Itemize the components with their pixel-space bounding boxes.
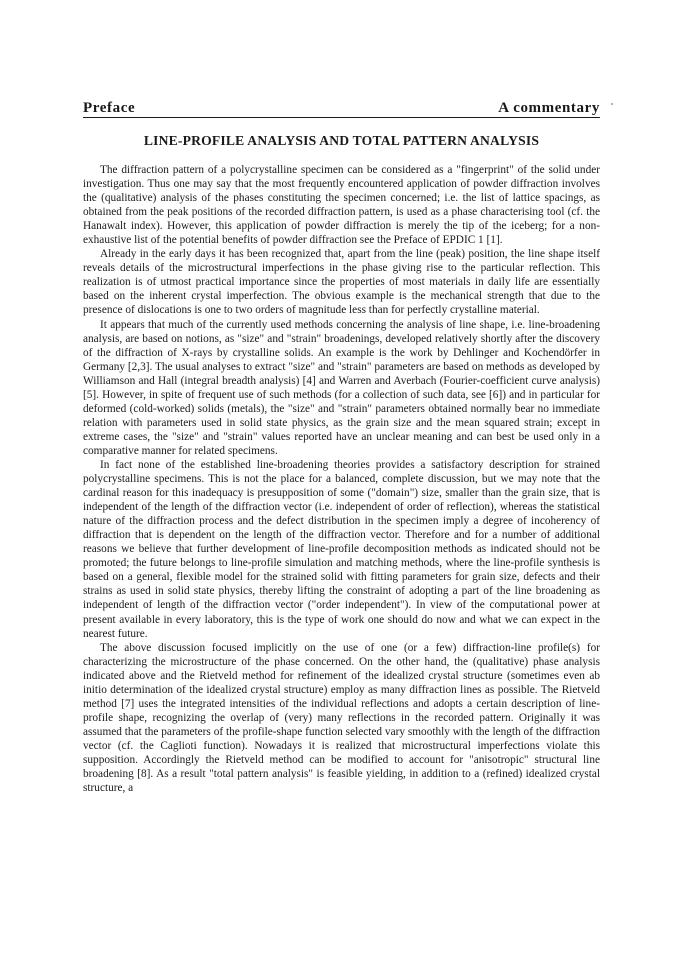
paragraph: In fact none of the established line-broadening theories provides a satisfactory description for strained polycrystalline specimens. This is not the place for a balanced, complete discussion, but we may note that the cardinal reason for this inadequacy is presupposition of some ("domain") size, smaller than the grain size, that is independent of the length of the diffraction vector (i.e. independent of order of reflection), whereas the statistical nature of the diffraction process and the defect distribution in the specimen imply a degree of incoherency of diffraction that is dependent on the length of the diffraction vector. Therefore and for a number of additional reasons we believe that further development of line-profile decomposition methods as indicated should not be promoted; the future belongs to line-profile simulation and matching methods, where the line-profile synthesis is based on a general, flexible model for the strained solid with fitting parameters for grain size, defects and their strains as used in solid state physics, thereby lifting the constraint of adopting a part of the line broadening as independent of length of the diffraction vector ("order independent"). In view of the computational power at present available in every laboratory, this is the type of work one should do now and what we can expect in the nearest future.: [83, 458, 600, 640]
paragraph: It appears that much of the currently used methods concerning the analysis of line shape, i.e. line-broadening analysis, are based on notions, as "size" and "strain" broadenings, developed relatively shortly after the discovery of the diffraction of X-rays by crystalline solids. An example is the work by Dehlinger and Kochendörfer in Germany [2,3]. The usual analyses to extract "size" and "strain" parameters are based on methods as developed by Williamson and Hall (integral breadth analysis) [4] and Warren and Averbach (Fourier-coefficient curve analysis) [5]. However, in spite of frequent use of such methods (for a collection of such data, see [6]) and in particular for deformed (cold-worked) solids (metals), the "size" and "strain" parameters obtained normally bear no immediate relation with parameters used in solid state physics, as the grain size and the mean squared strain; except in extreme cases, the "size" and "strain" values reported have an unclear meaning and can best be used only in a comparative manner for related specimens.: [83, 318, 600, 457]
article-title: LINE-PROFILE ANALYSIS AND TOTAL PATTERN ANALYSIS: [143, 133, 540, 148]
paragraph: Already in the early days it has been recognized that, apart from the line (peak) position, the line shape itself reveals details of the microstructural imperfections in the phase giving rise to the particular reflection. This realization is of utmost practical importance since the properties of most materials in daily life are essentially based on the inherent crystal imperfection. The obvious example is the mechanical strength that due to the presence of dislocations is one to two orders of magnitude less than for perfectly crystalline material.: [83, 248, 600, 317]
header-type-label: A commentary: [498, 100, 600, 116]
header-section-label: Preface: [83, 100, 136, 116]
document-page: [83, 100, 600, 795]
running-header: [83, 100, 600, 118]
article-body: [83, 163, 600, 795]
scan-speck: [611, 103, 613, 105]
paragraph: The above discussion focused implicitly on the use of one (or a few) diffraction-line profile(s) for characterizing the microstructure of the phase concerned. On the other hand, the (qualitative) phase analysis indicated above and the Rietveld method for refinement of the idealized crystal structure (sometimes even ab initio determination of the idealized crystal structure) employ as many diffraction lines as possible. The Rietveld method [7] uses the integrated intensities of the individual reflections and adopts a certain description of line-profile shape, recognizing the overlap of (very) many reflections in the recorded pattern. Originally it was assumed that the parameters of the profile-shape function selected vary smoothly with the length of the diffraction vector (cf. the Caglioti function). Nowadays it is realized that microstructural imperfections violate this supposition. Accordingly the Rietveld method can be modified to account for "anisotropic" structural line broadening [8]. As a result "total pattern analysis" is feasible yielding, in addition to a (refined) idealized crystal structure, a: [83, 641, 600, 795]
paragraph: The diffraction pattern of a polycrystalline specimen can be considered as a "fingerprint" of the solid under investigation. Thus one may say that the most frequently encountered application of powder diffraction involves the (qualitative) analysis of the phases constituting the specimen concerned; i.e. the list of lattice spacings, as obtained from the peak positions of the recorded diffraction pattern, is used as a phase characterising tool (cf. the Hanawalt index). However, this application of powder diffraction is merely the tip of the iceberg; for a non-exhaustive list of the potential benefits of powder diffraction see the Preface of EPDIC 1 [1].: [83, 164, 600, 247]
